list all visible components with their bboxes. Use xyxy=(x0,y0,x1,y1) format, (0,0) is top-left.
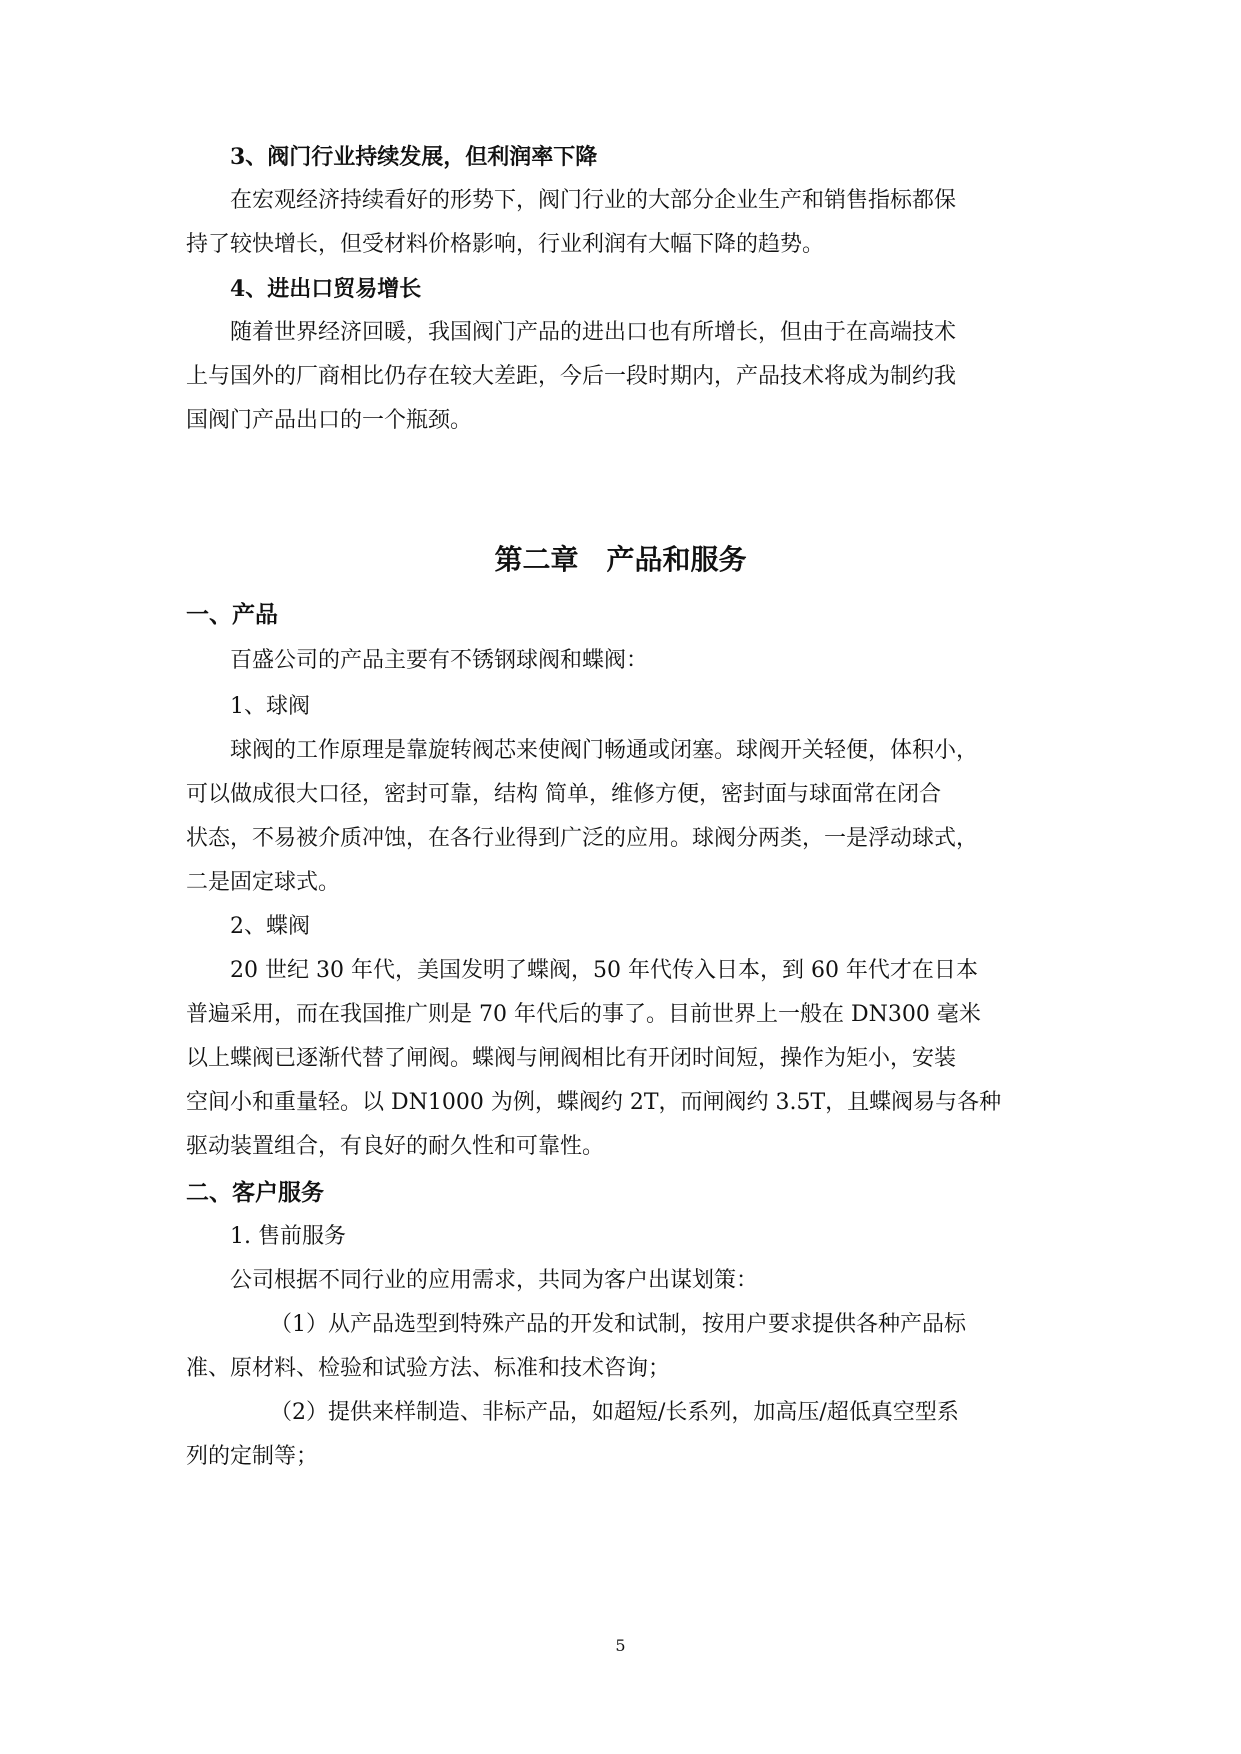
list-item-line: 准、原材料、检验和试验方法、标准和技术咨询； xyxy=(186,1356,671,1381)
heading-customer-service: 二、客户服务 xyxy=(186,1179,324,1206)
paragraph-line: 上与国外的厂商相比仍存在较大差距，今后一段时期内，产品技术将成为制约我 xyxy=(186,364,957,389)
paragraph-line: 状态，不易被介质冲蚀，在各行业得到广泛的应用。球阀分两类，一是浮动球式， xyxy=(186,826,979,851)
list-item-line: （1）从产品选型到特殊产品的开发和试制，按用户要求提供各种产品标 xyxy=(270,1312,966,1337)
body-text xyxy=(186,0,1056,1600)
paragraph-line: 随着世界经济回暖，我国阀门产品的进出口也有所增长，但由于在高端技术 xyxy=(230,320,957,345)
list-item-line: （2）提供来样制造、非标产品，如超短/长系列，加高压/超低真空型系 xyxy=(270,1400,959,1425)
paragraph-line: 20 世纪 30 年代，美国发明了蝶阀，50 年代传入日本，到 60 年代才在日本 xyxy=(230,958,978,983)
list-item-line: 列的定制等； xyxy=(186,1444,319,1469)
subheading-ball-valve: 1、球阀 xyxy=(230,694,310,719)
paragraph-line: 可以做成很大口径，密封可靠，结构 简单，维修方便，密封面与球面常在闭合 xyxy=(186,782,941,807)
subheading-butterfly-valve: 2、蝶阀 xyxy=(230,914,310,939)
paragraph-line: 在宏观经济持续看好的形势下，阀门行业的大部分企业生产和销售指标都保 xyxy=(230,188,957,213)
subheading-presale: 1. 售前服务 xyxy=(230,1224,346,1249)
paragraph-line: 百盛公司的产品主要有不锈钢球阀和蝶阀： xyxy=(230,648,649,673)
paragraph-line: 球阀的工作原理是靠旋转阀芯来使阀门畅通或闭塞。球阀开关轻便，体积小， xyxy=(230,738,979,763)
paragraph-line: 国阀门产品出口的一个瓶颈。 xyxy=(186,408,473,433)
paragraph-line: 公司根据不同行业的应用需求，共同为客户出谋划策： xyxy=(230,1268,759,1293)
paragraph-line: 持了较快增长，但受材料价格影响，行业利润有大幅下降的趋势。 xyxy=(186,232,825,257)
heading-products: 一、产品 xyxy=(186,601,278,628)
paragraph-line: 以上蝶阀已逐渐代替了闸阀。蝶阀与闸阀相比有开闭时间短，操作为矩小，安装 xyxy=(186,1046,957,1071)
paragraph-line: 二是固定球式。 xyxy=(186,870,341,895)
chapter-title: 第二章 产品和服务 xyxy=(494,543,747,576)
heading-section-4: 4、进出口贸易增长 xyxy=(230,276,422,302)
page-number: 5 xyxy=(615,1636,626,1655)
paragraph-line: 空间小和重量轻。以 DN1000 为例，蝶阀约 2T，而闸阀约 3.5T，且蝶阀易与各种 xyxy=(186,1090,1002,1115)
heading-section-3: 3、阀门行业持续发展，但利润率下降 xyxy=(230,144,598,170)
paragraph-line: 驱动装置组合，有良好的耐久性和可靠性。 xyxy=(186,1134,605,1159)
paragraph-line: 普遍采用，而在我国推广则是 70 年代后的事了。目前世界上一般在 DN300 毫米 xyxy=(186,1002,981,1027)
